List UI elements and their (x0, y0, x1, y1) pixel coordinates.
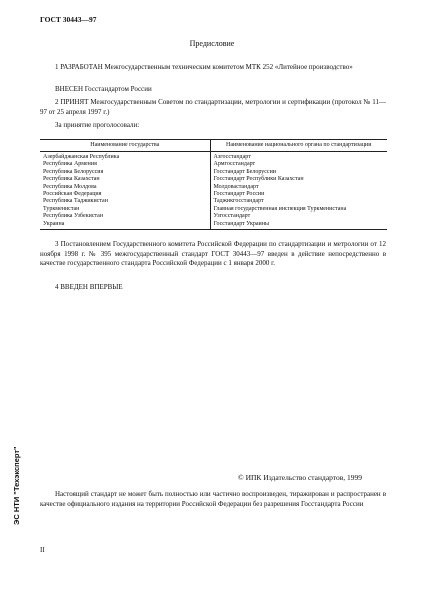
standards-body-cell: Армгосстандарт (210, 161, 387, 168)
state-name-cell: Республика Узбекистан (43, 213, 104, 220)
column-header-state: Наименование государства (40, 140, 210, 152)
standards-body-cell: Главная государственная инспекция Туркменистана (210, 206, 387, 213)
standards-body-cell: Азгосстандарт (210, 152, 387, 162)
states-table (40, 139, 387, 230)
voted-paragraph: За принятие проголосовали: (55, 121, 140, 129)
state-name-cell: Азербайджанская Республика (43, 154, 120, 160)
state-name-cell: Туркменистан (43, 205, 80, 212)
table-row (40, 161, 387, 168)
standards-body-cell: Госстандарт Белоруссии (210, 169, 387, 176)
state-name-cell: Республика Армения (43, 161, 97, 168)
table-row (40, 184, 387, 191)
state-name-cell: Украина (40, 221, 210, 230)
copyright-line: © ИПК Издательство стандартов, 1999 (238, 473, 363, 482)
standards-body-cell: Госстандарт Республики Казахстан (210, 176, 387, 183)
adopted-paragraph: 2 ПРИНЯТ Межгосударственным Советом по стандартизации, метрологии и сертификации (протокол № 11—97 от 25 апреля 1997 г.) (40, 98, 386, 116)
table-row (40, 198, 387, 205)
table-row (40, 213, 387, 220)
state-name-cell: Республика Молдова (43, 183, 97, 190)
watermark-text: ЭС НТИ "Техэксперт" (12, 446, 21, 525)
standards-body-cell: Таджикгосстандарт (210, 198, 387, 205)
decree-paragraph: 3 Постановлением Государственного комитета Российской Федерации по стандартизации и метрологии от 12 ноября 1998 г. № 395 межгосударственный стандарт ГОСТ 30443—97 введен в действие непосредственно в качестве государственного стандарта Российской Федерации с 1 января 2000 г. (40, 240, 386, 267)
developed-paragraph: 1 РАЗРАБОТАН Межгосударственным техническим комитетом МТК 252 «Литейное производство» (55, 63, 353, 71)
introduced-paragraph: ВНЕСЕН Госстандартом России (55, 85, 152, 93)
state-name-cell: Республика Белоруссия (43, 168, 104, 175)
table-row (40, 176, 387, 183)
standards-body-cell: Молдовастандарт (210, 184, 387, 191)
state-name-cell: Российская Федерация (43, 191, 102, 198)
standard-code-header: ГОСТ 30443—97 (40, 15, 97, 24)
state-name-cell: Республика Таджикистан (43, 198, 108, 205)
table-header-row (40, 140, 387, 152)
preface-title: Предисловие (189, 39, 235, 48)
first-introduced-paragraph: 4 ВВЕДЕН ВПЕРВЫЕ (55, 283, 123, 291)
reproduction-notice: Настоящий стандарт не может быть полностью или частично воспроизведен, тиражирован и распространен в качестве официального издания на территории Российской Федерации без разрешения Госстандарта России (40, 490, 386, 508)
standards-body-cell: Госстандарт Украины (210, 221, 387, 230)
table-row (40, 221, 387, 230)
page-number: II (40, 546, 45, 554)
standards-body-cell: Узгосстандарт (210, 213, 387, 220)
standards-body-cell: Госстандарт России (210, 191, 387, 198)
table-row (40, 152, 387, 162)
column-header-standards-body: Наименование национального органа по стандартизации (210, 140, 387, 152)
state-name-cell: Республика Казахстан (43, 176, 100, 183)
